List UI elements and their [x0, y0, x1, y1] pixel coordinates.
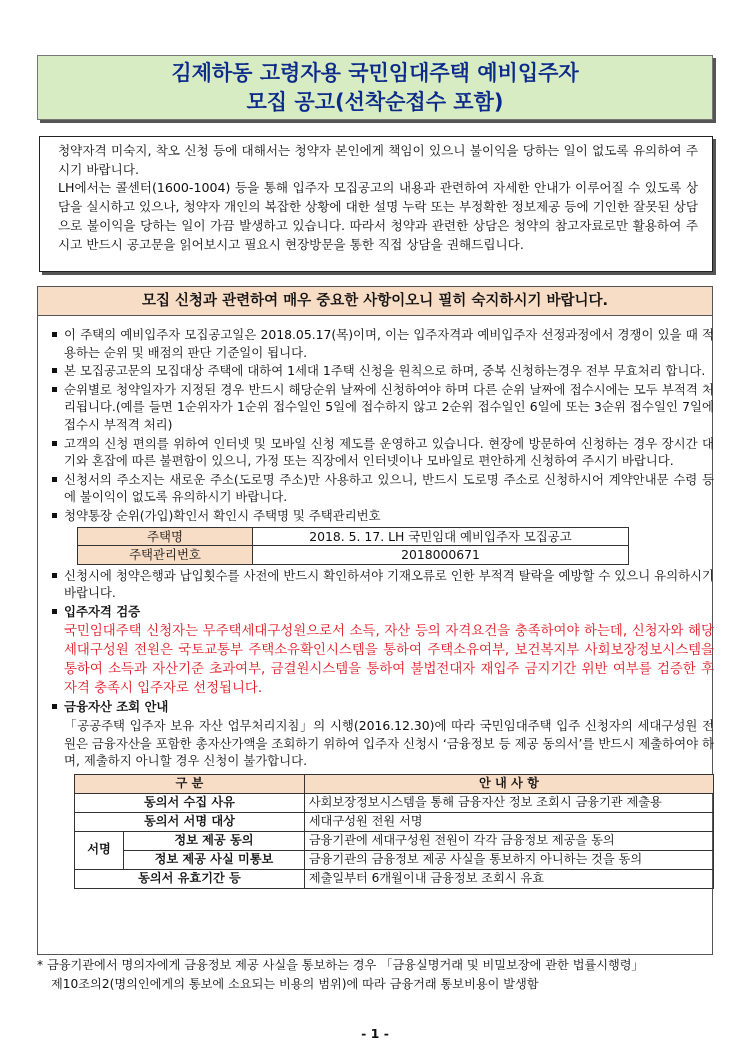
table-cell: 세대구성원 전원 서명: [304, 812, 713, 831]
page-title-line1: 김제하동 고령자용 국민임대주택 예비입주자: [171, 61, 579, 85]
footnote-line: 제10조의2(명의인에게의 통보에 소요되는 비용의 범위)에 따라 금융거래 통보비용이 발생함: [51, 977, 539, 991]
bullet-square-icon: [52, 573, 57, 578]
page-number: - 1 -: [361, 1026, 389, 1041]
list-item: [52, 567, 714, 602]
table-cell: 동의서 서명 대상: [75, 812, 305, 831]
table-cell: 정보 제공 동의: [124, 831, 305, 850]
list-item: [52, 471, 714, 506]
table-header: 안 내 사 항: [304, 774, 713, 793]
table-cell: 제출일부터 6개월이내 금융정보 조회시 유효: [304, 869, 713, 888]
notice-paragraph-1: 청약자격 미숙지, 착오 신청 등에 대해서는 청약자 본인에게 책임이 있으니 불이익을 당하는 일이 없도록 유의하여 주시기 바랍니다.: [58, 143, 698, 177]
list-item-text: 고객의 신청 편의를 위하여 인터넷 및 모바일 신청 제도를 운영하고 있습니다. 현장에 방문하여 신청하는 경우 장시간 대기와 혼잡에 따른 불편함이 있으니, 가정 또는 직장에서 인터넷이나 모바일로 편안하게 신청하여 주시기 바랍니다.: [64, 435, 714, 469]
table-row: [75, 831, 714, 850]
table-cell: 주택관리번호: [78, 546, 253, 565]
list-item-text: 이 주택의 예비입주자 모집공고일은 2018.05.17(목)이며, 이는 입주자격과 예비입주자 선정과정에서 경쟁이 있을 때 적용하는 순위 및 배점의 판단 기준일이 됩니다.: [64, 327, 714, 360]
bullet-square-icon: [52, 441, 57, 446]
list-item: [52, 326, 714, 361]
table-cell: 금융기관의 금융정보 제공 사실을 통보하지 아니하는 것을 동의: [304, 850, 713, 869]
financial-consent-table: [74, 774, 714, 889]
table-cell: 동의서 수집 사유: [75, 793, 305, 812]
bullet-square-icon: [52, 704, 57, 709]
important-notice-heading: 모집 신청과 관련하여 매우 중요한 사항이오니 필히 숙지하시기 바랍니다.: [37, 286, 713, 316]
table-cell: 2018. 5. 17. LH 국민임대 예비입주자 모집공고: [253, 527, 629, 546]
bullet-square-icon: [52, 609, 57, 614]
list-item: [52, 435, 714, 470]
table-row: [75, 869, 714, 888]
table-cell: 동의서 유효기간 등: [75, 869, 305, 888]
page-title-line2: 모집 공고(선착순접수 포함): [246, 90, 504, 114]
table-cell: 정보 제공 사실 미통보: [124, 850, 305, 869]
title-box: [37, 55, 713, 120]
eligibility-text: 국민임대주택 신청자는 무주택세대구성원으로서 소득, 자산 등의 자격요건을 충족하여야 하는데, 신청자와 해당 세대구성원 전원은 국토교통부 주택소유확인시스템을 통하여 주택소유여부, 보건복지부 사회보장정보시스템을 통하여 소득과 자산기준 초과여부, 금결원시스템을 통하여 불법전대자 재입주 금지기간 위반 여부를 검증한 후 자격 충족시 입주자로 선정됩니다.: [64, 623, 714, 697]
main-content: [52, 326, 714, 889]
table-header: 구 분: [75, 774, 305, 793]
financial-heading: [52, 698, 714, 716]
list-item: [52, 507, 714, 525]
table-cell: 주택명: [78, 527, 253, 546]
bullet-square-icon: [52, 477, 57, 482]
table-row: [75, 812, 714, 831]
bullet-square-icon: [52, 513, 57, 518]
list-item-text: 신청서의 주소지는 새로운 주소(도로명 주소)만 사용하고 있으니, 반드시 도로명 주소로 신청하시어 계약안내문 수령 등에 불이익이 없도록 유의하시기 바랍니다.: [64, 471, 714, 505]
table-cell: 2018000671: [253, 546, 629, 565]
section-title: 금융자산 조회 안내: [64, 699, 169, 715]
section-title: 입주자격 검증: [64, 603, 141, 619]
caution-notice-box: [39, 136, 713, 272]
table-cell: 사회보장정보시스템을 통해 금융자산 정보 조회시 금융기관 제출용: [304, 793, 713, 812]
notice-paragraph-2: LH에서는 콜센터(1600-1004) 등을 통해 입주자 모집공고의 내용과 관련하여 자세한 안내가 이루어질 수 있도록 상담을 실시하고 있으나, 청약자 개인의 복잡한 상황에 대한 설명 누락 또는 부정확한 정보제공 등에 기인한 잘못된 상담으로 불이익을 당하는 일이 가끔 발생하고 있습니다. 따라서 청약과 관련한 상담은 청약의 참고자료로만 활용하여 주시고 반드시 공고문을 읽어보시고 필요시 현장방문을 통한 직접 상담을 권해드립니다.: [58, 180, 698, 252]
table-cell: 서명: [75, 831, 124, 869]
table-row: [75, 850, 714, 869]
financial-text: 「공공주택 입주자 보유 자산 업무처리지침」의 시행(2016.12.30)에 따라 국민임대주택 입주 신청자의 세대구성원 전원은 금융자산을 포함한 총자산가액을 조회하기 위하여 입주자 신청시 ‘금융정보 등 제공 동의서’를 반드시 제출하여야 하며, 제출하지 아니할 경우 신청이 불가합니다.: [64, 717, 714, 769]
housing-info-table: [77, 527, 629, 565]
bullet-square-icon: [52, 332, 57, 337]
bullet-square-icon: [52, 387, 57, 392]
list-item: [52, 362, 714, 380]
list-item-text: 청약통장 순위(가입)확인서 확인시 주택명 및 주택관리번호: [64, 507, 381, 523]
eligibility-heading: [52, 603, 714, 621]
table-row: [78, 527, 629, 546]
list-item-text: 신청시에 청약은행과 납입횟수를 사전에 반드시 확인하셔야 기재오류로 인한 부적격 탈락을 예방할 수 있으니 유의하시기 바랍니다.: [64, 567, 714, 601]
list-item: [52, 381, 714, 434]
table-header-row: [75, 774, 714, 793]
bullet-square-icon: [52, 368, 57, 373]
list-item-text: 본 모집공고문의 모집대상 주택에 대하여 1세대 1주택 신청을 원칙으로 하며, 중복 신청하는경우 전부 무효처리 합니다.: [64, 363, 706, 379]
table-cell: 금융기관에 세대구성원 전원이 각각 금융정보 제공을 동의: [304, 831, 713, 850]
footnote-line: * 금융기관에서 명의자에게 금융정보 제공 사실을 통보하는 경우 「금융실명거래 및 비밀보장에 관한 법률시행령」: [37, 958, 644, 972]
table-row: [75, 793, 714, 812]
list-item-text: 순위별로 청약일자가 지정된 경우 반드시 해당순위 날짜에 신청하여야 하며 다른 순위 날짜에 접수시에는 모두 부적격 처리됩니다.(예를 들면 1순위자가 1순위 접수일인 5일에 접수하지 않고 2순위 접수일인 6일에 또는 3순위 접수일인 7일에 접수시 부적격 처리): [64, 381, 714, 432]
footnote: [37, 956, 711, 994]
table-row: [78, 546, 629, 565]
